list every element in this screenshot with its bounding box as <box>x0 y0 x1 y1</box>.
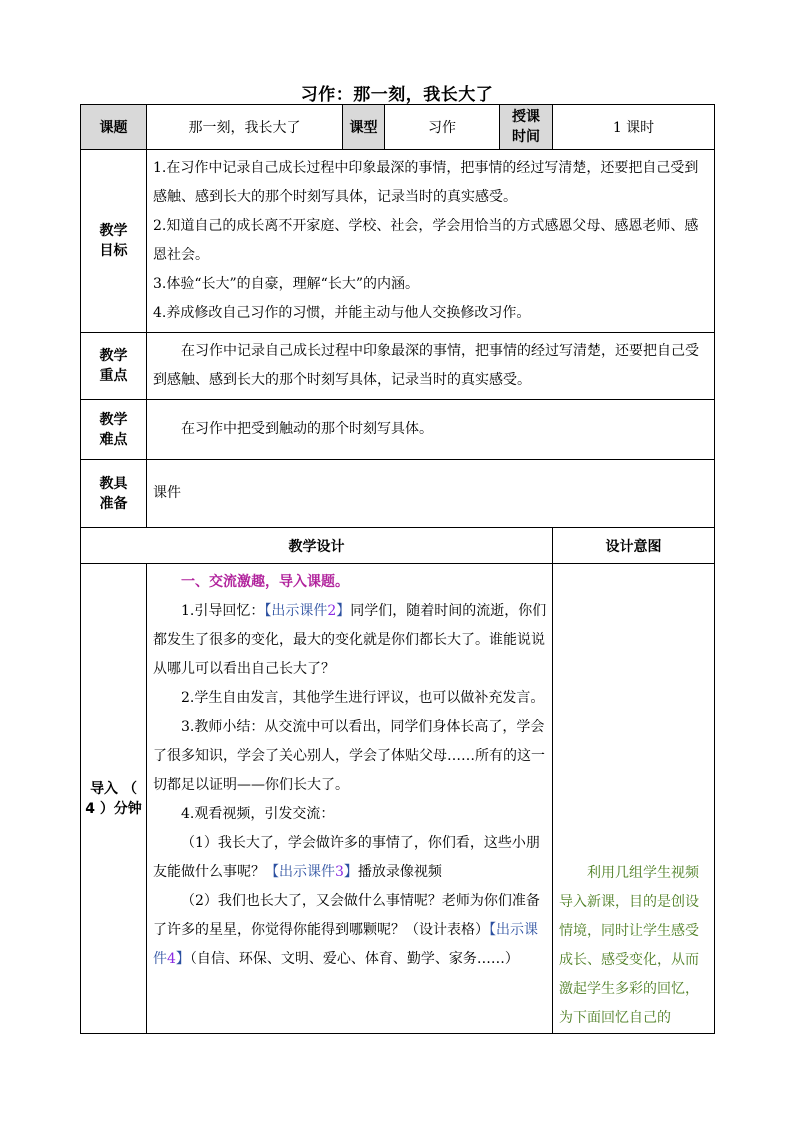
intro-paragraph-6 <box>153 887 548 974</box>
courseware-number: 3 <box>335 864 344 880</box>
key-points-row <box>81 333 715 400</box>
materials-text: 课件 <box>153 485 181 501</box>
goals-row <box>81 150 715 333</box>
materials-label <box>81 460 147 528</box>
lesson-plan-table <box>80 104 715 1034</box>
materials-label-line2: 准备 <box>99 495 128 512</box>
header-row <box>81 105 715 150</box>
intro-paragraph-3: 3.教师小结：从交流中可以看出，同学们身体长高了，学会了很多知识，学会了关心别人，学会了体贴父母……所有的这一切都足以证明——你们长大了。 <box>153 719 545 793</box>
time-label <box>500 105 553 150</box>
difficulties-content <box>147 400 715 460</box>
courseware-ref-end: 】 <box>175 951 190 967</box>
intro-paragraph-4: 4.观看视频，引发交流： <box>181 806 335 822</box>
courseware-ref-end: 】 <box>343 864 358 880</box>
difficulties-label-line1: 教学 <box>99 411 128 428</box>
intro-intent-content <box>553 564 715 1034</box>
intent-text: 利用几组学生视频导入新课，目的是创设情境，同时让学生感受成长、感受变化，从而激起学生多彩的回忆，为下面回忆自己的 <box>559 865 699 1026</box>
intent-header: 设计意图 <box>553 528 715 564</box>
courseware-ref: 【出示课件 <box>153 922 538 967</box>
difficulties-label <box>81 400 147 460</box>
courseware-number: 2 <box>327 603 337 619</box>
goal-item: 2.知道自己的成长离不开家庭、学校、社会，学会用恰当的方式感恩父母、感恩老师、感恩社会。 <box>153 218 699 263</box>
materials-content <box>147 460 715 528</box>
key-points-label <box>81 333 147 400</box>
intro-label <box>81 564 151 1034</box>
intro-row <box>81 564 715 1034</box>
intro-paragraph-1 <box>153 597 548 684</box>
text-span: 播放录像视频 <box>357 864 442 880</box>
goal-item: 4.养成修改自己习作的习惯，并能主动与他人交换修改习作。 <box>153 305 531 321</box>
time-label-line1: 授课 <box>512 109 540 125</box>
intro-label-line2: （ 4 <box>85 780 151 817</box>
goals-content <box>147 150 715 333</box>
intro-paragraph-5 <box>153 829 548 887</box>
difficulties-label-line2: 难点 <box>99 431 128 448</box>
courseware-ref: 【出示课件 <box>265 864 335 880</box>
text-span: （2）我们也长大了，又会做什么事情呢？老师为你们准备了许多的星星，你觉得你能得到哪颗呢？（设计表格） <box>153 893 540 938</box>
goals-label-line2: 目标 <box>99 243 128 259</box>
key-points-label-line2: 重点 <box>99 368 128 384</box>
courseware-ref-end: 】 <box>336 603 351 619</box>
section-heading: 一、交流激趣，导入课题。 <box>181 574 349 590</box>
time-value: 1 课时 <box>553 105 715 150</box>
difficulties-row <box>81 400 715 460</box>
difficulties-text: 在习作中把受到触动的那个时刻写具体。 <box>181 421 433 437</box>
intro-design-content <box>147 564 553 1034</box>
intro-label-line3: ）分钟 <box>99 800 142 817</box>
type-value: 习作 <box>385 105 500 150</box>
topic-value: 那一刻，我长大了 <box>147 105 343 150</box>
design-header-row <box>81 528 715 564</box>
page-title: 习作：那一刻，我长大了 <box>300 85 494 105</box>
text-span: 1.引导回忆： <box>181 603 265 619</box>
text-span: （自信、环保、文明、爱心、体育、勤学、家务……） <box>189 951 519 967</box>
text-span: 同学们，随着时间的流逝，你们都发生了很多的变化，最大的变化就是你们都长大了。谁能说说从哪儿可以看出自己长大了？ <box>153 603 547 677</box>
goals-label-line1: 教学 <box>99 223 128 239</box>
type-label: 课型 <box>343 105 385 150</box>
goals-label <box>81 150 147 333</box>
key-points-label-line1: 教学 <box>99 348 128 364</box>
materials-label-line1: 教具 <box>99 475 128 492</box>
courseware-number: 4 <box>167 951 176 967</box>
materials-row <box>81 460 715 528</box>
key-points-content <box>147 333 715 400</box>
time-label-line2: 时间 <box>512 129 540 145</box>
intro-label-line1: 导入 <box>90 780 119 797</box>
text-span: （1）我长大了，学会做许多的事情了，你们看，这些小朋友能做什么事呢？ <box>153 835 540 880</box>
courseware-ref: 【出示课件 <box>264 603 328 619</box>
goal-item: 1.在习作中记录自己成长过程中印象最深的事情，把事情的经过写清楚，还要把自己受到感触、感到长大的那个时刻写具体，记录当时的真实感受。 <box>153 160 699 205</box>
topic-label: 课题 <box>81 105 147 150</box>
key-points-text: 在习作中记录自己成长过程中印象最深的事情，把事情的经过写清楚，还要把自己受到感触、感到长大的那个时刻写具体，记录当时的真实感受。 <box>153 343 699 388</box>
intro-paragraph-2: 2.学生自由发言，其他学生进行评议，也可以做补充发言。 <box>181 690 545 706</box>
design-header: 教学设计 <box>81 528 553 564</box>
goal-item: 3.体验“长大”的自豪，理解“长大”的内涵。 <box>153 276 419 292</box>
